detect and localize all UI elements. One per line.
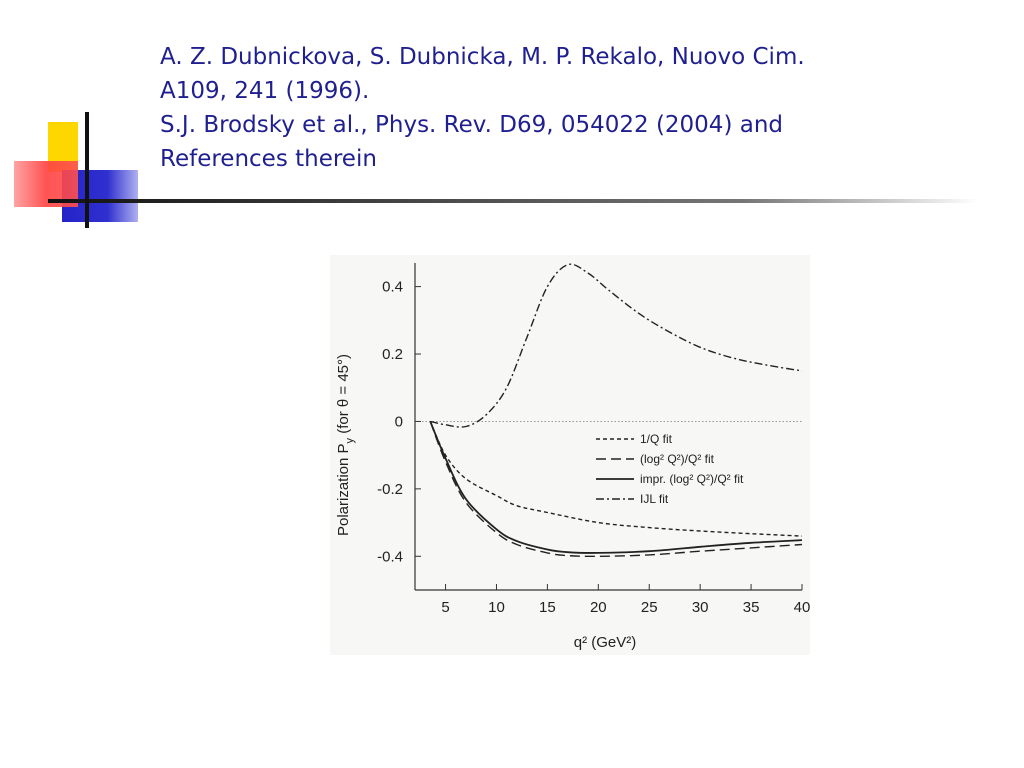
x-tick-label: 30 — [691, 599, 709, 616]
title-line: References therein — [160, 146, 377, 172]
x-tick-label: 35 — [742, 599, 760, 616]
x-axis-label: q² (GeV²) — [573, 634, 637, 651]
x-tick-label: 20 — [589, 599, 607, 616]
legend-label: 1/Q fit — [640, 432, 673, 446]
title-line: S.J. Brodsky et al., Phys. Rev. D69, 054022 (2004) and — [160, 112, 783, 138]
x-tick-label: 15 — [539, 599, 556, 616]
y-tick-label: 0 — [394, 413, 403, 431]
title-line: A109, 241 (1996). — [160, 78, 370, 104]
legend-label: IJL fit — [640, 492, 669, 506]
deco-horizontal-rule — [48, 199, 978, 203]
x-tick-label: 40 — [793, 599, 810, 616]
y-tick-label: -0.2 — [377, 480, 403, 498]
x-tick-label: 5 — [441, 599, 450, 616]
slide-title — [160, 40, 920, 176]
deco-vertical-rule — [85, 112, 89, 228]
y-tick-label: 0.4 — [382, 278, 403, 296]
polarization-chart — [330, 255, 810, 655]
legend-label: (log² Q²)/Q² fit — [640, 452, 714, 466]
x-tick-label: 10 — [488, 599, 505, 616]
y-axis-label: Polarization $P_y$ (for θ = 45°) — [335, 353, 356, 537]
legend-label: impr. (log² Q²)/Q² fit — [640, 472, 744, 486]
y-tick-label: -0.4 — [377, 548, 403, 566]
y-tick-label: 0.2 — [382, 346, 403, 364]
title-line: A. Z. Dubnickova, S. Dubnicka, M. P. Rekalo, Nuovo Cim. — [160, 44, 805, 70]
x-tick-label: 25 — [640, 599, 658, 616]
